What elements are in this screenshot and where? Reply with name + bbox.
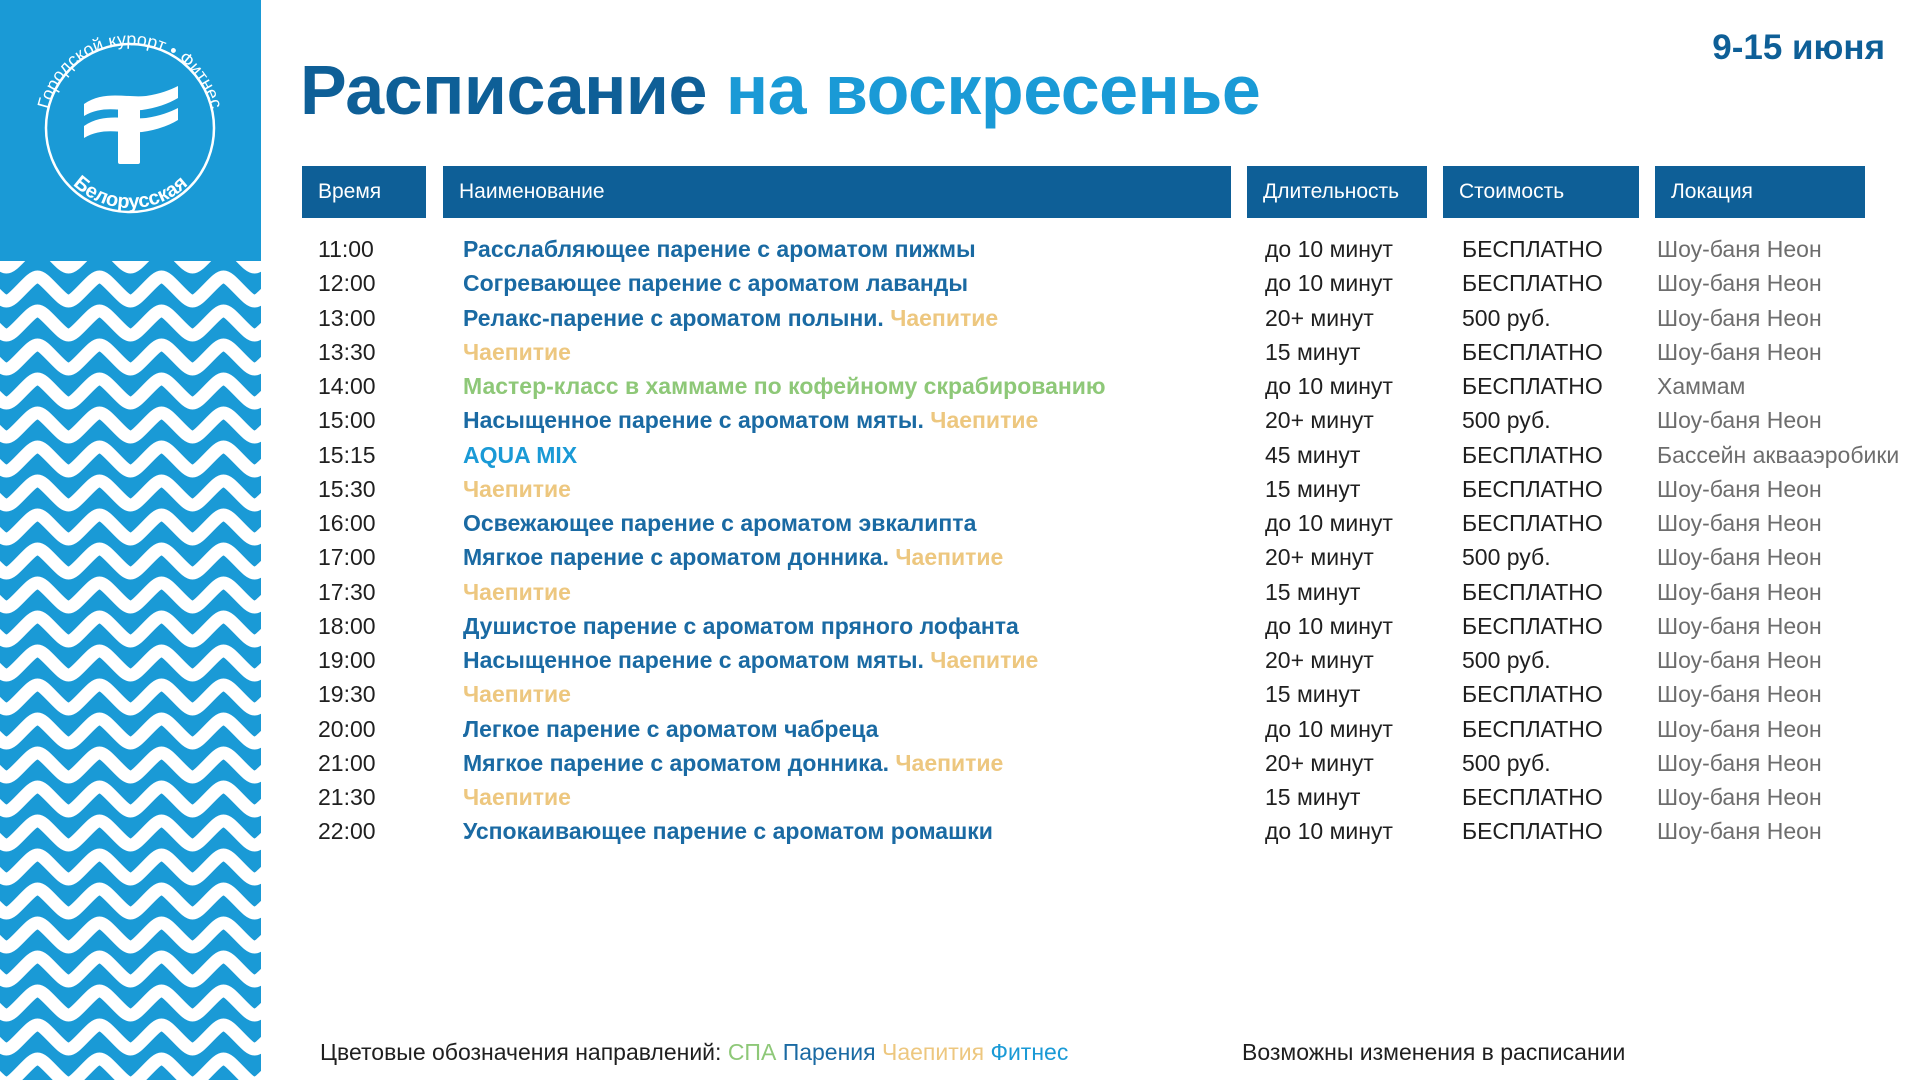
wave-line (0, 957, 261, 981)
page-title-part1: Расписание (300, 51, 707, 129)
row-duration: 15 минут (1265, 475, 1361, 502)
row-name-extra: Чаепитие (930, 647, 1039, 673)
row-time: 17:00 (318, 544, 376, 571)
brand-circle-text-top: Городской курорт • Фитнес (33, 28, 227, 111)
brand-emblem-icon (84, 86, 178, 164)
row-location: Шоу-баня Неон (1657, 578, 1822, 605)
row-duration: до 10 минут (1265, 236, 1393, 262)
row-time: 11:00 (318, 236, 374, 262)
row-location: Шоу-баня Неон (1657, 338, 1822, 365)
row-time: 16:00 (318, 510, 376, 536)
page-title (300, 46, 1260, 134)
row-location: Шоу-баня Неон (1657, 681, 1822, 708)
row-location: Шоу-баня Неон (1657, 544, 1822, 571)
header-name: Наименование (443, 166, 1231, 218)
row-name-extra: Чаепитие (895, 749, 1004, 776)
row-location: Шоу-баня Неон (1657, 749, 1822, 776)
wave-line (0, 991, 261, 1015)
wave-line (0, 1025, 261, 1049)
row-name (463, 232, 976, 266)
legend-steam: Парения (782, 1039, 876, 1065)
row-time: 15:30 (318, 475, 376, 502)
row-name-text: Чаепитие (463, 475, 571, 502)
schedule-table (0, 232, 1920, 849)
row-price: БЕСПЛАТНО (1462, 338, 1603, 365)
row-price: БЕСПЛАТНО (1462, 441, 1603, 468)
row-location: Шоу-баня Неон (1657, 407, 1822, 434)
row-name-text: Мастер-класс в хаммаме по кофейному скрабированию (463, 373, 1106, 399)
row-name (463, 575, 571, 609)
row-price: 500 руб. (1462, 544, 1551, 571)
table-row (0, 609, 1920, 643)
row-name (463, 780, 571, 814)
row-time: 13:00 (318, 304, 376, 331)
table-row (0, 472, 1920, 506)
row-price: БЕСПЛАТНО (1462, 373, 1603, 399)
row-name-text: Чаепитие (463, 578, 571, 605)
row-time: 17:30 (318, 578, 376, 605)
row-location: Шоу-баня Неон (1657, 236, 1822, 262)
table-row (0, 814, 1920, 848)
row-time: 19:00 (318, 647, 376, 673)
row-price: БЕСПЛАТНО (1462, 510, 1603, 536)
row-location: Шоу-баня Неон (1657, 715, 1822, 742)
page-title-part2: на воскресенье (725, 51, 1261, 129)
row-time: 21:30 (318, 784, 376, 810)
table-row (0, 369, 1920, 403)
row-name (463, 472, 571, 506)
row-location: Шоу-баня Неон (1657, 612, 1822, 639)
table-row (0, 643, 1920, 677)
row-duration: до 10 минут (1265, 715, 1393, 742)
row-duration: 15 минут (1265, 338, 1361, 365)
row-name-text: Мягкое парение с ароматом донника. (463, 749, 889, 776)
table-row (0, 540, 1920, 574)
table-row (0, 506, 1920, 540)
row-location: Шоу-баня Неон (1657, 304, 1822, 331)
table-row (0, 438, 1920, 472)
table-row (0, 780, 1920, 814)
table-row (0, 301, 1920, 335)
table-row (0, 403, 1920, 437)
wave-line (0, 923, 261, 947)
row-duration: до 10 минут (1265, 270, 1393, 297)
row-name-text: Чаепитие (463, 681, 571, 708)
row-location: Бассейн аквааэробики (1657, 441, 1900, 468)
table-row (0, 677, 1920, 711)
row-location: Шоу-баня Неон (1657, 647, 1822, 673)
row-price: БЕСПЛАТНО (1462, 784, 1603, 810)
row-duration: до 10 минут (1265, 612, 1393, 639)
row-location: Шоу-баня Неон (1657, 818, 1822, 845)
row-duration: 45 минут (1265, 441, 1361, 468)
row-name (463, 643, 1038, 677)
row-name (463, 403, 1038, 437)
row-name-text: Насыщенное парение с ароматом мяты. (463, 647, 924, 673)
row-duration: до 10 минут (1265, 373, 1393, 399)
wave-line (0, 889, 261, 913)
row-location: Шоу-баня Неон (1657, 510, 1822, 536)
row-duration: 15 минут (1265, 784, 1361, 810)
row-duration: до 10 минут (1265, 818, 1393, 845)
row-duration: 20+ минут (1265, 407, 1374, 434)
wave-line (0, 1059, 261, 1080)
row-duration: до 10 минут (1265, 510, 1393, 536)
row-price: БЕСПЛАТНО (1462, 236, 1603, 262)
table-row (0, 712, 1920, 746)
row-location: Шоу-баня Неон (1657, 784, 1822, 810)
table-row (0, 335, 1920, 369)
row-price: БЕСПЛАТНО (1462, 681, 1603, 708)
row-time: 13:30 (318, 338, 376, 365)
row-price: 500 руб. (1462, 749, 1551, 776)
row-time: 15:15 (318, 441, 376, 468)
row-name-text: AQUA MIX (463, 441, 578, 468)
wave-line (0, 855, 261, 879)
legend-fitness: Фитнес (990, 1039, 1069, 1065)
row-time: 21:00 (318, 749, 376, 776)
row-duration: 20+ минут (1265, 749, 1374, 776)
row-price: БЕСПЛАТНО (1462, 612, 1603, 639)
legend-label: Цветовые обозначения направлений: (320, 1039, 722, 1065)
row-name-text: Мягкое парение с ароматом донника. (463, 544, 889, 571)
row-name (463, 540, 1003, 574)
row-duration: 20+ минут (1265, 304, 1374, 331)
row-name (463, 609, 1019, 643)
row-name-text: Расслабляющее парение с ароматом пижмы (463, 236, 976, 262)
row-time: 19:30 (318, 681, 376, 708)
row-name-text: Успокаивающее парение с ароматом ромашки (463, 818, 993, 845)
row-price: БЕСПЛАТНО (1462, 475, 1603, 502)
brand-logo (0, 0, 261, 261)
row-name-text: Релакс-парение с ароматом полыни. (463, 304, 891, 331)
row-name-extra: Чаепитие (930, 407, 1039, 434)
row-price: 500 руб. (1462, 304, 1551, 331)
header-location: Локация (1655, 166, 1865, 218)
row-name-extra: Чаепитие (890, 304, 999, 331)
row-name-text: Насыщенное парение с ароматом мяты. (463, 407, 924, 434)
brand-logo-block (0, 0, 261, 261)
row-name-text: Согревающее парение с ароматом лаванды (463, 270, 969, 297)
row-name (463, 677, 571, 711)
row-price: 500 руб. (1462, 647, 1551, 673)
row-duration: 20+ минут (1265, 544, 1374, 571)
row-duration: 20+ минут (1265, 647, 1374, 673)
table-row (0, 746, 1920, 780)
row-name-text: Освежающее парение с ароматом эвкалипта (463, 510, 977, 536)
row-price: БЕСПЛАТНО (1462, 270, 1603, 297)
row-name (463, 746, 1003, 780)
row-name-text: Чаепитие (463, 338, 571, 365)
row-name (463, 369, 1106, 403)
row-name-extra: Чаепитие (895, 544, 1004, 571)
header-duration: Длительность (1247, 166, 1427, 218)
header-price: Стоимость (1443, 166, 1639, 218)
row-price: БЕСПЛАТНО (1462, 578, 1603, 605)
table-row (0, 232, 1920, 266)
row-price: БЕСПЛАТНО (1462, 818, 1603, 845)
schedule-change-note: Возможны изменения в расписании (1242, 1039, 1626, 1065)
row-time: 18:00 (318, 612, 376, 639)
row-time: 22:00 (318, 818, 376, 845)
row-duration: 15 минут (1265, 681, 1361, 708)
row-location: Шоу-баня Неон (1657, 270, 1822, 297)
row-name (463, 335, 571, 369)
row-time: 20:00 (318, 715, 376, 742)
table-row (0, 266, 1920, 300)
row-name-text: Душистое парение с ароматом пряного лофанта (463, 612, 1019, 639)
table-row (0, 575, 1920, 609)
row-name (463, 266, 968, 300)
row-duration: 15 минут (1265, 578, 1361, 605)
brand-circle-text-bottom: Белорусская (69, 171, 192, 214)
row-name (463, 814, 993, 848)
row-price: 500 руб. (1462, 407, 1551, 434)
date-range: 9-15 июня (1712, 28, 1885, 67)
legend-spa: СПА (727, 1039, 777, 1065)
table-header (0, 166, 1920, 218)
header-time: Время (302, 166, 426, 218)
row-price: БЕСПЛАТНО (1462, 715, 1603, 742)
legend-tea: Чаепития (882, 1039, 985, 1065)
row-location: Хаммам (1657, 373, 1746, 399)
row-name (463, 301, 998, 335)
row-time: 14:00 (318, 373, 376, 399)
row-time: 12:00 (318, 270, 376, 297)
row-name-text: Легкое парение с ароматом чабреца (463, 715, 879, 742)
color-legend (320, 1035, 1068, 1069)
row-location: Шоу-баня Неон (1657, 475, 1822, 502)
row-name-text: Чаепитие (463, 784, 571, 810)
row-name (463, 438, 577, 472)
row-name (463, 506, 976, 540)
row-time: 15:00 (318, 407, 376, 434)
row-name (463, 712, 878, 746)
